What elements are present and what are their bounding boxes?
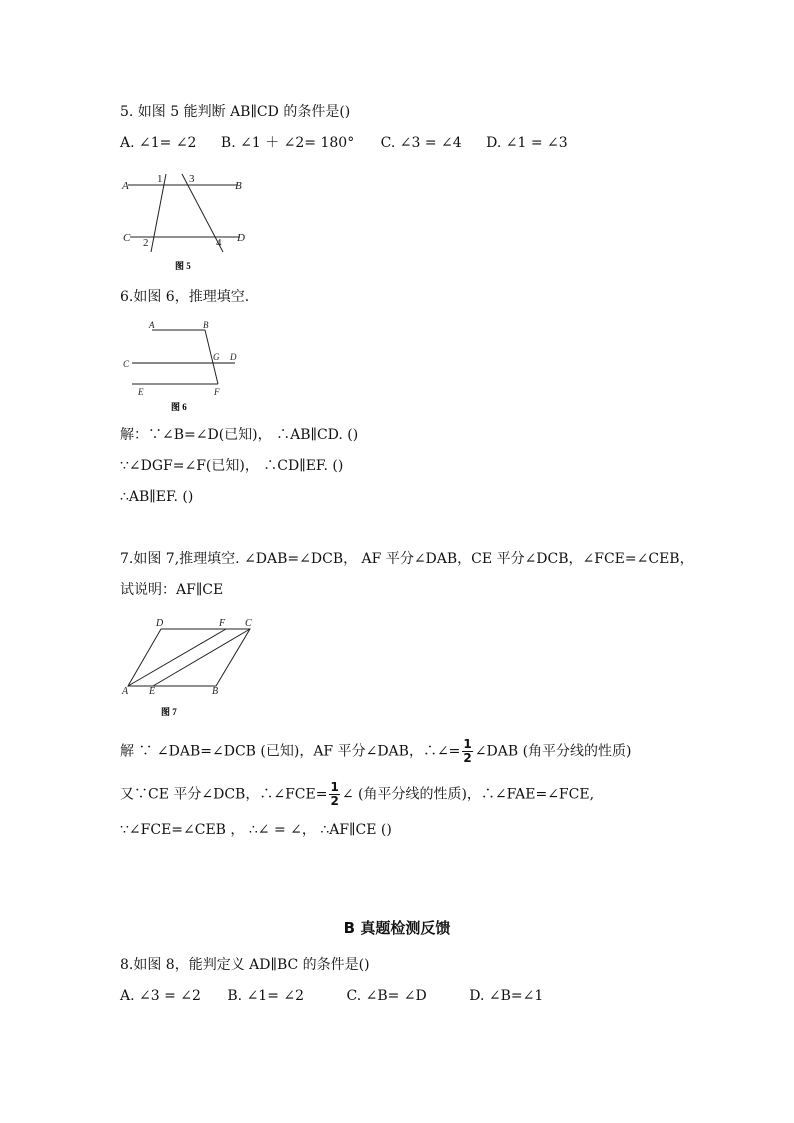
fraction-one-half-2 — [329, 781, 339, 808]
fig6-label-f: F — [214, 387, 220, 397]
fig7-label-a: A — [122, 686, 129, 697]
q6-stem: 6.如图 6，推理填空. — [120, 289, 250, 305]
fraction-one-half — [462, 738, 472, 765]
fig7-label-d: D — [156, 618, 164, 629]
fig5-label-c: C — [123, 232, 131, 244]
q8-option-d: D. ∠B=∠1 — [469, 988, 544, 1004]
q7-stem: 7.如图 7,推理填空. ∠DAB=∠DCB， AF 平分∠DAB，CE 平分∠DCB，∠FCE=∠CEB， — [120, 551, 694, 567]
q5-options — [120, 133, 568, 153]
segment-af — [128, 629, 226, 686]
fig5-label-1: 1 — [157, 173, 163, 185]
q5-option-b: B. ∠1 ＋ ∠2= 180° — [220, 135, 355, 151]
q8-option-c: C. ∠B= ∠D — [346, 988, 427, 1004]
fraction-numerator: 1 — [330, 780, 339, 794]
figure-6 — [118, 318, 248, 416]
fig5-label-a: A — [122, 180, 129, 192]
q5-option-c: C. ∠3 = ∠4 — [380, 135, 462, 151]
fig5-label-2: 2 — [143, 237, 149, 249]
fig7-label-c: C — [245, 618, 252, 629]
figure-7 — [118, 614, 263, 724]
fig5-label-3: 3 — [189, 173, 195, 185]
q8-stem: 8.如图 8，能判定义 AD∥BC 的条件是() — [120, 957, 370, 973]
fig7-caption: 图 7 — [161, 707, 177, 717]
fig6-label-b: B — [203, 320, 209, 330]
q7-sol2-part-a: 又∵CE 平分∠DCB，∴∠FCE= — [120, 786, 328, 803]
fig6-caption: 图 6 — [171, 402, 187, 412]
fig6-label-a: A — [149, 320, 155, 330]
transversal-left — [151, 174, 166, 252]
fig5-label-b: B — [235, 180, 242, 192]
q8-options — [120, 986, 543, 1006]
parallelogram-abcd — [128, 629, 250, 686]
fig6-label-g: G — [213, 352, 220, 362]
fig7-label-b: B — [212, 686, 219, 697]
q5-option-d: D. ∠1 = ∠3 — [486, 135, 568, 151]
fraction-numerator: 1 — [463, 737, 472, 751]
q8-option-a: A. ∠3 = ∠2 — [120, 988, 201, 1004]
q7-prompt: 试说明：AF∥CE — [120, 582, 224, 598]
fig6-label-c: C — [123, 359, 130, 369]
fig7-label-e: E — [149, 686, 156, 697]
q7-solution-line-3: ∵∠FCE=∠CEB ， ∴∠ = ∠， ∴AF∥CE () — [120, 822, 392, 838]
q6-line-1: 解：∵∠B=∠D(已知)， ∴AB∥CD. () — [120, 427, 359, 443]
q6-line-2: ∵∠DGF=∠F(已知)， ∴CD∥EF. () — [120, 458, 344, 474]
q7-solution-line-1 — [120, 738, 632, 765]
fraction-denominator: 2 — [463, 751, 472, 765]
fig6-label-d: D — [230, 352, 237, 362]
q5-option-a: A. ∠1= ∠2 — [120, 135, 197, 151]
fig7-label-f: F — [219, 618, 226, 629]
fig5-caption: 图 5 — [175, 261, 191, 271]
fraction-denominator: 2 — [330, 794, 339, 808]
q7-sol1-part-a: 解 ∵ ∠DAB=∠DCB (已知)，AF 平分∠DAB，∴∠= — [120, 743, 461, 760]
q6-line-3: ∴AB∥EF. () — [120, 489, 194, 505]
q7-solution-line-2 — [120, 781, 594, 808]
q5-stem: 5. 如图 5 能判断 AB∥CD 的条件是() — [120, 104, 351, 120]
fig5-label-4: 4 — [216, 237, 222, 249]
figure-5 — [118, 166, 258, 276]
segment-ce — [153, 629, 250, 686]
q7-sol1-part-b: ∠DAB (角平分线的性质) — [474, 743, 632, 760]
fig6-label-e: E — [138, 387, 144, 397]
section-b-title: B 真题检测反馈 — [343, 919, 451, 937]
fig5-label-d: D — [237, 232, 245, 244]
q8-option-b: B. ∠1= ∠2 — [227, 988, 305, 1004]
q7-sol2-part-b: ∠ (角平分线的性质)，∴∠FAE=∠FCE, — [341, 786, 595, 803]
